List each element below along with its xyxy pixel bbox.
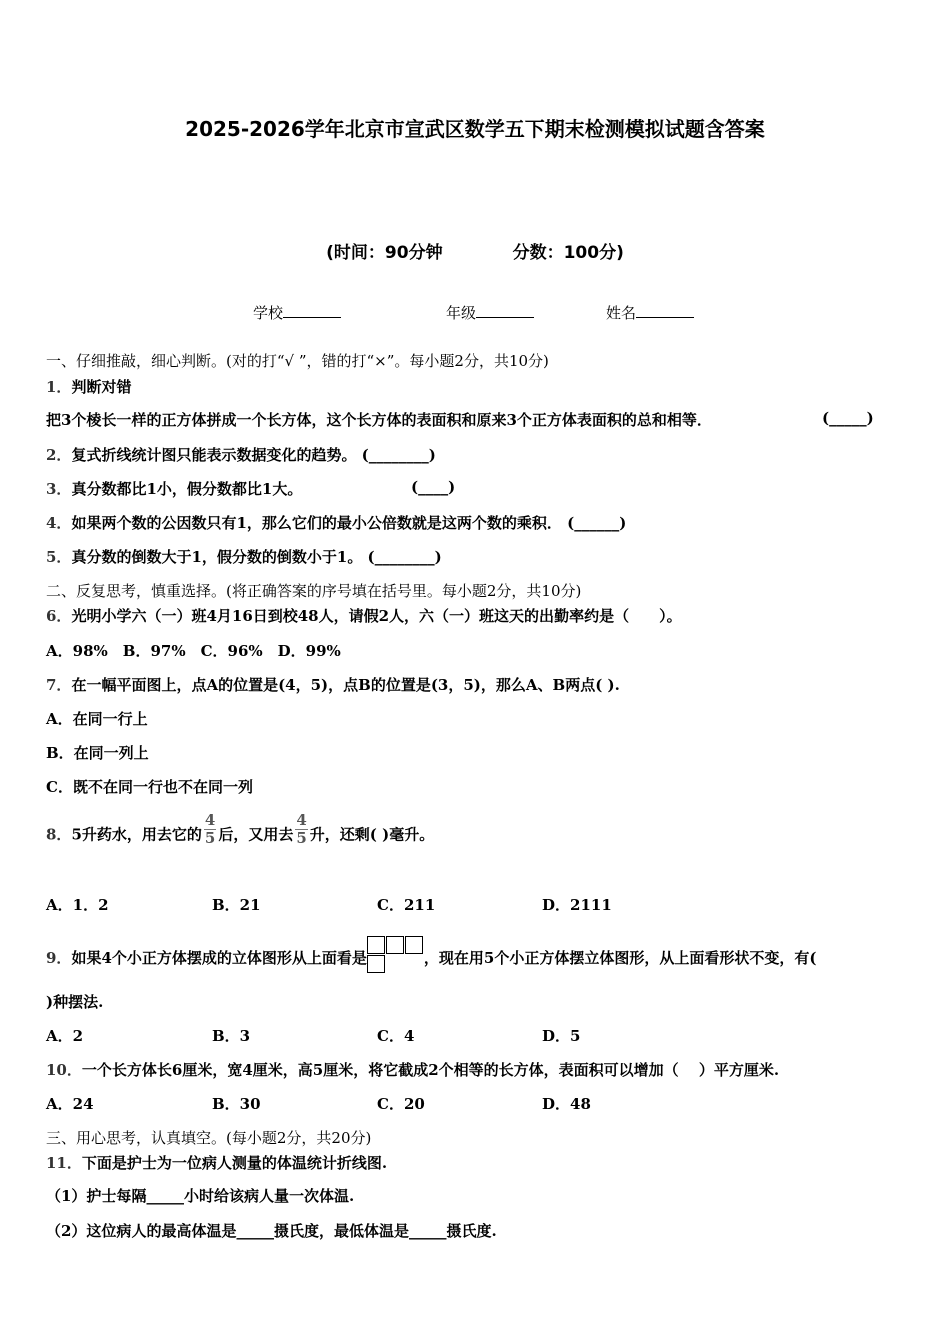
- question-8-option-a[interactable]: A．1．2: [46, 896, 109, 914]
- exam-score: 分数：100分): [512, 243, 624, 263]
- question-3-answer-blank[interactable]: (____): [411, 478, 456, 496]
- question-9-option-a[interactable]: A．2: [46, 1027, 84, 1045]
- grade-blank[interactable]: [476, 303, 534, 318]
- question-9: 9．如果4个小正方体摆成的立体图形从上面看是 ，现在用5个小正方体摆立体图形，从上面看形状不变，有(: [46, 940, 816, 978]
- name-label: 姓名: [606, 304, 637, 322]
- question-11-part-2: （2）这位病人的最高体温是_____摄氏度，最低体温是_____摄氏度.: [46, 1222, 497, 1240]
- question-10-option-c[interactable]: C．20: [377, 1095, 425, 1113]
- question-7: 7．在一幅平面图上，点A的位置是(4，5)，点B的位置是(3，5)，那么A、B两点( ).: [46, 676, 620, 694]
- section1-heading: 一、仔细推敲，细心判断。(对的打“√ ”，错的打“×”。每小题2分，共10分): [46, 352, 549, 370]
- question-7-option-a[interactable]: A．在同一行上: [46, 710, 148, 728]
- school-label: 学校: [253, 304, 284, 322]
- school-field[interactable]: [253, 302, 341, 323]
- fraction: $\frac{4}{5}$: [296, 811, 307, 847]
- question-4: 4．如果两个数的公因数只有1，那么它们的最小公倍数就是这两个数的乘积． (______): [46, 514, 627, 532]
- section3-heading: 三、用心思考，认真填空。(每小题2分，共20分): [46, 1129, 372, 1147]
- question-1-text: 把3个棱长一样的正方体拼成一个长方体，这个长方体的表面积和原来3个正方体表面积的总和相等．: [46, 411, 712, 429]
- question-7-option-b[interactable]: B．在同一列上: [46, 744, 149, 762]
- question-10-option-b[interactable]: B．30: [212, 1095, 261, 1113]
- name-field[interactable]: [606, 302, 694, 323]
- question-number: 1．: [46, 378, 72, 396]
- exam-time: (时间：90分钟: [326, 243, 443, 263]
- top-view-figure: [367, 936, 424, 974]
- question-7-option-c[interactable]: C．既不在同一行也不在同一列: [46, 778, 253, 796]
- question-2: 2．复式折线统计图只能表示数据变化的趋势。 (________): [46, 446, 436, 464]
- question-8: 8．5升药水，用去它的 $\frac{4}{5}$ 后，又用去 $\frac{4}{5}$ 升，还剩( )毫升。: [46, 811, 435, 847]
- question-5: 5．真分数的倒数大于1，假分数的倒数小于1。 (________): [46, 548, 442, 566]
- question-8-option-c[interactable]: C．211: [377, 896, 436, 914]
- question-3: 3．真分数都比1小，假分数都比1大。: [46, 480, 303, 498]
- question-10-option-a[interactable]: A．24: [46, 1095, 94, 1113]
- name-blank[interactable]: [636, 303, 694, 318]
- school-blank[interactable]: [283, 303, 341, 318]
- question-6-options[interactable]: A．98% B．97% C．96% D．99%: [46, 642, 341, 660]
- question-10-option-d[interactable]: D．48: [542, 1095, 591, 1113]
- question-6: 6．光明小学六（一）班4月16日到校48人，请假2人，六（一）班这天的出勤率约是（ ）。: [46, 607, 682, 625]
- grade-label: 年级: [446, 304, 477, 322]
- question-1-answer-blank[interactable]: (_____): [822, 409, 874, 427]
- question-9-option-c[interactable]: C．4: [377, 1027, 415, 1045]
- question-9-option-b[interactable]: B．3: [212, 1027, 251, 1045]
- grade-field[interactable]: [446, 302, 534, 323]
- question-8-option-b[interactable]: B．21: [212, 896, 261, 914]
- page-title: 2025-2026学年北京市宣武区数学五下期末检测模拟试题含答案: [185, 117, 765, 141]
- question-9-option-d[interactable]: D．5: [542, 1027, 581, 1045]
- question-10: 10．一个长方体长6厘米，宽4厘米，高5厘米，将它截成2个相等的长方体，表面积可以增加（ ）平方厘米.: [46, 1061, 780, 1079]
- section2-heading: 二、反复思考，慎重选择。(将正确答案的序号填在括号里。每小题2分，共10分): [46, 582, 582, 600]
- question-11-part-1: （1）护士每隔_____小时给该病人量一次体温.: [46, 1187, 355, 1205]
- exam-meta: [0, 238, 950, 263]
- question-9-continued: )种摆法.: [46, 993, 104, 1011]
- question-8-option-d[interactable]: D．2111: [542, 896, 612, 914]
- fraction: $\frac{4}{5}$: [204, 811, 216, 847]
- question-11: 11．下面是护士为一位病人测量的体温统计折线图.: [46, 1154, 388, 1172]
- question-1-title: 1．判断对错: [46, 378, 132, 396]
